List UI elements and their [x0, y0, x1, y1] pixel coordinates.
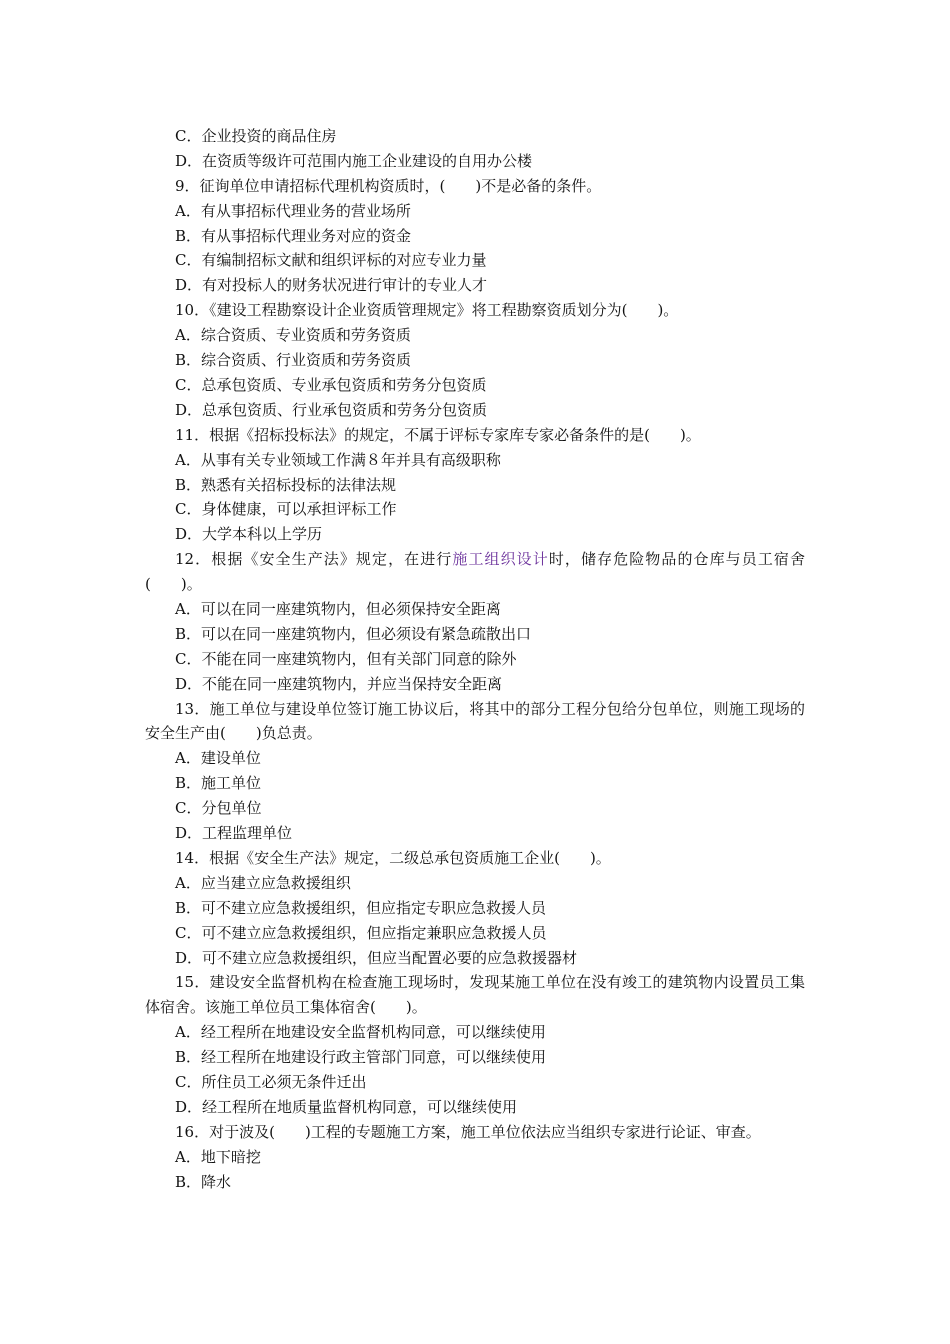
answer-option: D．在资质等级许可范围内施工企业建设的自用办公楼	[175, 151, 533, 170]
answer-option: C．所住员工必须无条件迁出	[175, 1073, 367, 1091]
question-text: 9．征询单位申请招标代理机构资质时，( )不是必备的条件。	[175, 176, 602, 195]
answer-option: B．可不建立应急救援组织，但应指定专职应急救援人员	[175, 898, 547, 917]
answer-option: D．总承包资质、行业承包资质和劳务分包资质	[175, 400, 488, 419]
answer-option: A．可以在同一座建筑物内，但必须保持安全距离	[175, 600, 501, 618]
question-text: 15．建设安全监督机构在检查施工现场时，发现某施工单位在没有竣工的建筑物内设置员工集体宿舍。该施工单位员工集体宿舍( )。	[145, 973, 805, 1017]
answer-option: D．不能在同一座建筑物内，并应当保持安全距离	[175, 674, 503, 693]
question-text: 13．施工单位与建设单位签订施工协议后，将其中的部分工程分包给分包单位，则施工现场的安全生产由( )负总责。	[145, 699, 805, 743]
answer-option: B．有从事招标代理业务对应的资金	[175, 226, 412, 245]
answer-option: A．应当建立应急救援组织	[175, 873, 351, 892]
answer-option: A．地下暗挖	[175, 1147, 261, 1166]
answer-option: A．从事有关专业领域工作满８年并具有高级职称	[175, 450, 501, 469]
answer-option: B．可以在同一座建筑物内，但必须设有紧急疏散出口	[175, 624, 532, 643]
question-text: 10．《建设工程勘察设计企业资质管理规定》将工程勘察资质划分为( )。	[175, 301, 679, 320]
answer-option: C．身体健康，可以承担评标工作	[175, 500, 397, 519]
answer-option: A．有从事招标代理业务的营业场所	[175, 201, 411, 220]
question-text	[145, 547, 805, 597]
question-text-part: 12．根据《安全生产法》规定，在进行	[175, 550, 453, 569]
answer-option: B．降水	[175, 1172, 232, 1191]
answer-option: B．熟悉有关招标投标的法律法规	[175, 475, 397, 494]
answer-option: B．综合资质、行业资质和劳务资质	[175, 351, 412, 370]
question-text: 14．根据《安全生产法》规定，二级总承包资质施工企业( )。	[175, 848, 611, 867]
answer-option: C．企业投资的商品住房	[175, 127, 337, 145]
answer-option: D．有对投标人的财务状况进行审计的专业人才	[175, 276, 488, 295]
answer-option: B．施工单位	[175, 774, 262, 793]
answer-option: C．可不建立应急救援组织，但应指定兼职应急救援人员	[175, 923, 547, 942]
answer-option: A．综合资质、专业资质和劳务资质	[175, 326, 411, 345]
document-body	[145, 124, 805, 1194]
answer-option: D．经工程所在地质量监督机构同意，可以继续使用	[175, 1097, 518, 1116]
answer-option: C．总承包资质、专业承包资质和劳务分包资质	[175, 375, 487, 394]
question-text: 16．对于波及( )工程的专题施工方案，施工单位依法应当组织专家进行论证、审查。	[175, 1122, 761, 1141]
answer-option: D．工程监理单位	[175, 824, 293, 843]
answer-option: A．建设单位	[175, 749, 261, 768]
answer-option: B．经工程所在地建设行政主管部门同意，可以继续使用	[175, 1048, 547, 1067]
answer-option: A．经工程所在地建设安全监督机构同意，可以继续使用	[175, 1023, 546, 1042]
answer-option: C．有编制招标文献和组织评标的对应专业力量	[175, 251, 487, 270]
answer-option: C．不能在同一座建筑物内，但有关部门同意的除外	[175, 649, 517, 668]
question-text: 11．根据《招标投标法》的规定，不属于评标专家库专家必备条件的是( )。	[175, 425, 701, 444]
answer-option: C．分包单位	[175, 799, 262, 818]
hyperlink[interactable]: 施工组织设计	[452, 550, 549, 569]
question-text-part: 时，储存危险物品的仓库与员工宿舍( )。	[145, 550, 805, 594]
answer-option: D．大学本科以上学历	[175, 525, 323, 544]
answer-option: D．可不建立应急救援组织，但应当配置必要的应急救援器材	[175, 948, 578, 967]
